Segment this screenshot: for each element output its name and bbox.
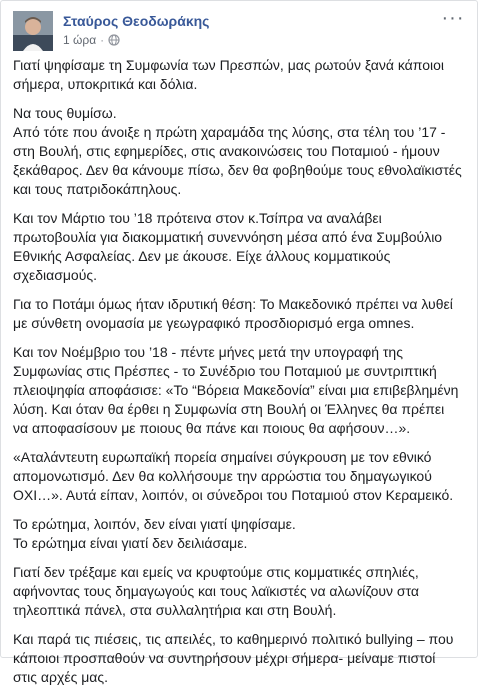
post-paragraph: Και τον Μάρτιο του ’18 πρότεινα στον κ.Τσίπρα να αναλάβει πρωτοβουλία για διακομματική συνεννόηση μέσα από ένα Συμβούλιο Εθνικής Ασφαλείας. Δεν με άκουσε. Είχε άλλους κομματικούς σχεδιασμούς.: [13, 210, 443, 283]
post-meta: [63, 33, 120, 47]
avatar[interactable]: [13, 11, 53, 51]
post-body: [13, 56, 465, 697]
meta-separator: ·: [100, 33, 105, 47]
globe-icon[interactable]: [108, 34, 120, 46]
post-paragraph: Το ερώτημα, λοιπόν, δεν είναι γιατί ψηφίσαμε. Το ερώτημα είναι γιατί δεν δειλιάσαμε.: [13, 516, 296, 551]
profile-photo: [13, 11, 53, 51]
author-name[interactable]: Σταύρος Θεοδωράκης: [63, 13, 210, 29]
post-timestamp[interactable]: 1 ώρα: [63, 33, 97, 47]
post-paragraph: «Αταλάντευτη ευρωπαϊκή πορεία σημαίνει σύγκρουση με τον εθνικό απομονωτισμό. Δεν θα κολλήσουμε την αρρώστια του δημαγωγικού ΟΧΙ…». Αυτά είπαν, λοιπόν, οι σύνεδροι του Ποταμιού στον Κεραμεικό.: [13, 449, 454, 503]
post-paragraph: Και παρά τις πιέσεις, τις απειλές, το καθημερινό πολιτικό bullying – που κάποιοι προσπαθούν να συντηρήσουν μέχρι σήμερα- μείναμε πιστοί στις αρχές μας.: [13, 631, 454, 685]
post-paragraph: Για το Ποτάμι όμως ήταν ιδρυτική θέση: Το Μακεδονικό πρέπει να λυθεί με σύνθετη ονομασία με γεωγραφικό προσδιορισμό erga omnes.: [13, 296, 453, 331]
post-paragraph: Και τον Νοέμβριο του ’18 - πέντε μήνες μετά την υπογραφή της Συμφωνίας στις Πρέσπες - το Συνέδριο του Ποταμιού με συντριπτική πλειοψηφία αποφάσισε: «Το “Βόρεια Μακεδονία” είναι μια επιβεβλημένη λύση. Και όταν θα έρθει η Συμφωνία στη Βουλή οι Έλληνες θα πρέπει να αποφασίσουν με ποιους θα πάνε και ποιους θα αφήσουν…».: [13, 344, 459, 436]
post-paragraph: Γιατί ψηφίσαμε τη Συμφωνία των Πρεσπών, μας ρωτούν ξανά κάποιοι σήμερα, υποκριτικά και δόλια.: [13, 57, 444, 92]
post-paragraph: Γιατί δεν τρέξαμε και εμείς να κρυφτούμε στις κομματικές σπηλιές, αφήνοντας τους δημαγωγούς και τους λαϊκιστές να αλωνίζουν στα τηλεοπτικά πάνελ, στα συλλαλητήρια και στη Βουλή.: [13, 564, 419, 618]
more-options-icon[interactable]: ···: [441, 7, 465, 29]
post-header: [13, 7, 465, 51]
post-paragraph: Να τους θυμίσω. Από τότε που άνοιξε η πρώτη χαραμάδα της λύσης, στα τέλη του ’17 - στη Βουλή, στις εφημερίδες, στις ανακοινώσεις του Ποταμιού - ήμουν ξεκάθαρος. Δεν θα κάνουμε πίσω, δεν θα φοβηθούμε τους εθνολαϊκιστές και τους πατριδοκάπηλους.: [13, 105, 462, 197]
